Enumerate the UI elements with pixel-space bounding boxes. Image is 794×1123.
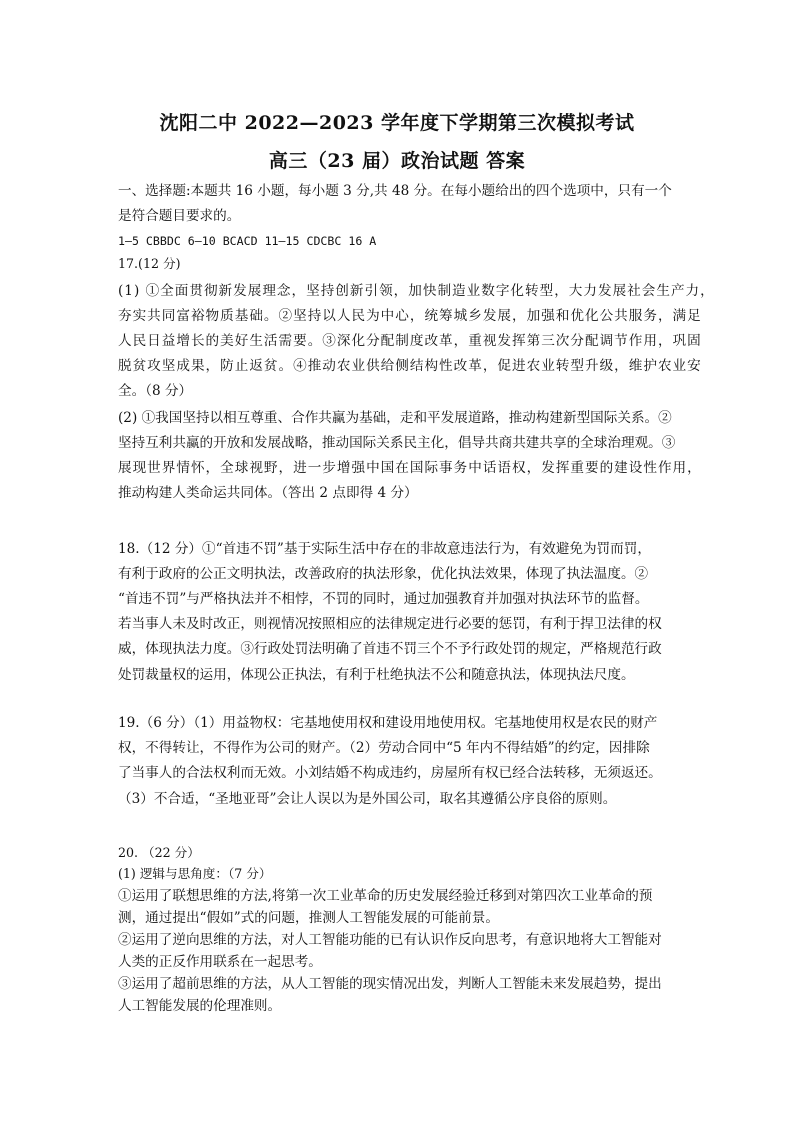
q17-part1-line: 全。（8 分） xyxy=(118,383,193,399)
exam-subtitle: 高三（23 届）政治试题 答案 xyxy=(268,150,526,172)
q20-line: ①运用了联想思维的方法,将第一次工业革命的历史发展经验迁移到对第四次工业革命的预 xyxy=(118,888,653,904)
question-17-header: 17.(12 分) xyxy=(118,256,181,271)
q20-line: 人类的正反作用联系在一起思考。 xyxy=(118,954,322,970)
q19-line: 了当事人的合法权利而无效。小刘结婚不构成违约，房屋所有权已经合法转移，无须返还。 xyxy=(118,765,662,781)
q20-line: 人工智能发展的伦理准则。 xyxy=(118,998,282,1014)
q19-line: 19.（6 分）（1）用益物权：宅基地使用权和建设用地使用权。宅基地使用权是农民的财产 xyxy=(118,715,658,731)
q17-part2-line: 坚持互利共赢的开放和发展战略，推动国际关系民主化，倡导共商共建共享的全球治理观。③ xyxy=(118,435,676,451)
q20-line: ③运用了超前思维的方法，从人工智能的现实情况出发，判断人工智能未来发展趋势，提出 xyxy=(118,976,662,992)
q17-part2-line: 展现世界情怀，全球视野，进一步增强中国在国际事务中话语权，发挥重要的建设性作用， xyxy=(118,460,702,476)
q18-line: 威，体现执法力度。③行政处罚法明确了首违不罚三个不予行政处罚的规定，严格规范行政 xyxy=(118,641,662,657)
q17-part1-line: 夯实共同富裕物质基础。②坚持以人民为中心，统筹城乡发展，加强和优化公共服务，满足 xyxy=(118,308,702,324)
q18-line: 若当事人未及时改正，则视情况按照相应的法律规定进行必要的惩罚，有利于捍卫法律的权 xyxy=(118,616,662,632)
q19-line: （3）不合适，“圣地亚哥”会让人误以为是外国公司，取名其遵循公序良俗的原则。 xyxy=(118,791,617,807)
choice-answers: 1—5 CBBDC 6—10 BCACD 11—15 CDCBC 16 A xyxy=(118,234,377,248)
q20-line: 测，通过提出“假如”式的问题，推测人工智能发展的可能前景。 xyxy=(118,910,499,926)
q18-line: 有利于政府的公正文明执法，改善政府的执法形象，优化执法效果，体现了执法温度。② xyxy=(118,566,649,582)
q17-part2-line: (2) ①我国坚持以相互尊重、合作共赢为基础，走和平发展道路，推动构建新型国际关系。② xyxy=(118,410,672,426)
q19-line: 权，不得转让，不得作为公司的财产。（2）劳动合同中“5 年内不得结婚”的约定，因排除 xyxy=(118,740,650,756)
q17-part1-line: (1) ①全面贯彻新发展理念，坚持创新引领，加快制造业数字化转型，大力发展社会生产力， xyxy=(118,283,715,299)
q20-line: ②运用了逆向思维的方法，对人工智能功能的已有认识作反向思考，有意识地将大工智能对 xyxy=(118,932,662,948)
q18-line: 处罚裁量权的运用，体现公正执法，有利于杜绝执法不公和随意执法，体现执法尺度。 xyxy=(118,667,635,683)
q18-line: 18.（12 分）①“首违不罚”基于实际生活中存在的非故意违法行为，有效避免为罚而罚， xyxy=(118,541,651,557)
q20-part1-header: (1) 逻辑与思角度：（7 分） xyxy=(118,866,272,881)
q17-part1-line: 脱贫攻坚成果，防止返贫。④推动农业供给侧结构性改革，促进农业转型升级，维护农业安 xyxy=(118,358,702,374)
q18-line: “首违不罚”与严格执法并不相悖，不罚的同时，通过加强教育并加强对执法环节的监督。 xyxy=(118,591,649,607)
question-20-header: 20. （22 分） xyxy=(118,845,200,860)
q17-part1-line: 人民日益增长的美好生活需要。③深化分配制度改革，重视发挥第三次分配调节作用，巩固 xyxy=(118,333,702,349)
section-one-instructions: 一、选择题:本题共 16 小题，每小题 3 分,共 48 分。在每小题给出的四个选项中，只有一个 xyxy=(118,183,672,199)
section-one-instructions-cont: 是符合题目要求的。 xyxy=(118,208,241,224)
exam-title: 沈阳二中 2022—2023 学年度下学期第三次模拟考试 xyxy=(159,112,635,134)
q17-part2-line: 推动构建人类命运共同体。（答出 2 点即得 4 分） xyxy=(118,485,418,501)
